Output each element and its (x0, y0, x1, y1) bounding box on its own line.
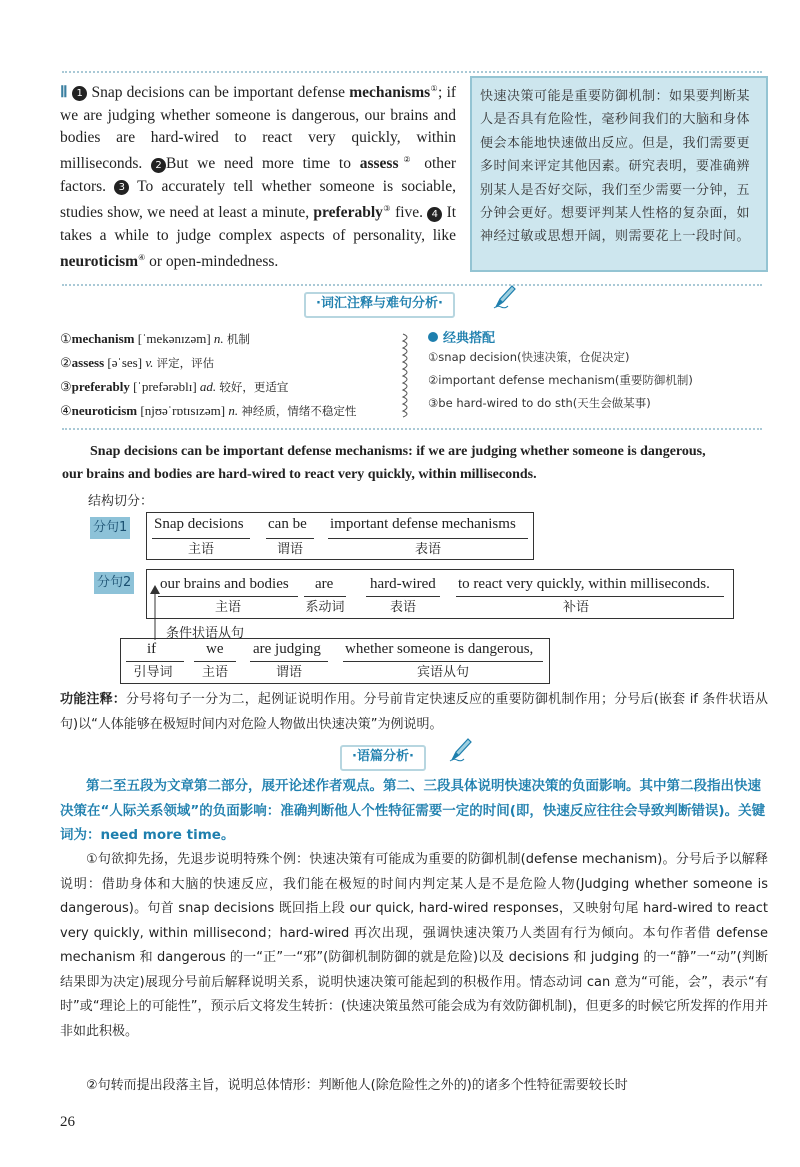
keyword: preferably (313, 204, 383, 222)
role-label: 表语 (389, 600, 416, 615)
clause-word: can be (268, 516, 307, 532)
vocab-list (60, 327, 400, 423)
vocab-item: ④neuroticism [njʊəˈrɒtɪsɪzəm] n. 神经质，情绪不稳定性 (60, 403, 357, 418)
collocation-item: ③be hard-wired to do sth(天生会做某事) (428, 396, 651, 410)
clause-word: are (315, 576, 334, 592)
role-label: 主语 (187, 542, 214, 557)
role-label: 引导词 (133, 665, 173, 680)
clause-word: whether someone is dangerous, (345, 641, 534, 657)
passage-fragment: Snap decisions can be important defense (91, 84, 345, 102)
keyword: assess (359, 155, 399, 173)
analysis-paragraph: ②句转而提出段落主旨，说明总体情形：判断他人(除危险性之外的)的诸多个性特征需要较长时 (86, 1078, 628, 1093)
passage-fragment: five. (395, 204, 424, 222)
vocab-item: ①mechanism [ˈmekənɪzəm] n. 机制 (60, 331, 250, 346)
passage-text (60, 78, 456, 274)
clause-word: to react very quickly, within milliseconds. (458, 576, 710, 592)
pen-icon (448, 736, 474, 762)
vocab-item: ②assess [əˈses] v. 评定，评估 (60, 355, 215, 370)
passage-fragment: other factors. (60, 155, 457, 195)
sentence-marker: 4 (427, 207, 442, 222)
footnote-marker: ④ (138, 253, 146, 263)
collocation-title: 经典搭配 (428, 327, 768, 346)
role-label: 补语 (562, 600, 589, 615)
bullet-icon (428, 332, 438, 342)
clause-word: our brains and bodies (160, 576, 289, 592)
clause-tag: 分句2 (94, 572, 134, 594)
footnote-marker: ② (398, 155, 416, 165)
role-label: 主语 (201, 665, 228, 680)
clause-word: we (206, 641, 224, 657)
analyzed-sentence: Snap decisions can be important defense mechanisms: if we are judging whether someone is dangerous, our brains and bodies are hard-wired to react very quickly, within milliseconds. (62, 444, 706, 482)
passage-fragment: ; if we are judging whether someone is dangerous, our brains and bodies are hard-wired to react very quickly, within milliseconds. (60, 84, 457, 173)
keyword: neuroticism (60, 253, 139, 271)
discourse-summary: 第二至五段为文章第二部分，展开论述作者观点。第二、三段具体说明快速决策的负面影响。其中第二段指出快速决策在“人际关系领域”的负面影响：准确判断他人个性特征需要一定的时间(即，快速反应往往会导致判断错误)。关键词为：need more time。 (60, 778, 766, 843)
footnote-marker: ① (430, 84, 439, 93)
vocab-item: ③preferably [ˈprefərəblɪ] ad. 较好，更适宜 (60, 379, 289, 394)
sentence-marker: 1 (72, 86, 87, 101)
conditional-label: 条件状语从句 (166, 626, 245, 641)
clause-word: are judging (253, 641, 321, 657)
collocation-item: ①snap decision(快速决策，仓促决定) (428, 350, 630, 364)
section-header-discourse: ·语篇分析· (340, 745, 426, 771)
keyword: mechanisms (349, 84, 431, 102)
clause-word: hard-wired (370, 576, 436, 592)
passage-fragment: To accurately tell whether someone is sociable, studies show, we need at least a minute, (60, 177, 456, 222)
role-label: 谓语 (276, 542, 303, 557)
arrow-up-icon (146, 584, 164, 640)
clause-word: important defense mechanisms (330, 516, 516, 532)
function-note (60, 688, 768, 737)
role-label: 系动词 (305, 600, 345, 615)
role-label: 表语 (414, 542, 441, 557)
clause-word: Snap decisions (154, 516, 244, 532)
passage-fragment: It takes a while to judge complex aspects of personality, like (60, 204, 457, 244)
note-label: 功能注释： (60, 692, 126, 707)
divider (62, 284, 762, 286)
sentence-marker: 2 (151, 158, 166, 173)
divider (62, 428, 762, 430)
role-label: 主语 (214, 600, 241, 615)
role-label: 谓语 (275, 665, 302, 680)
footnote-marker: ③ (382, 204, 391, 214)
section-header-vocab: ·词汇注释与难句分析· (304, 292, 455, 318)
sentence-marker: 3 (114, 180, 129, 195)
note-text: 分号将句子一分为二，起例证说明作用。分号前肯定快速反应的重要防御机制作用；分号后(嵌套 if 条件状语从句)以“人体能够在极短时间内对危险人物做出快速决策”为例说明。 (60, 692, 768, 732)
clause-tag: 分句1 (90, 517, 130, 539)
translation-box (470, 76, 768, 272)
collocation-block (428, 327, 768, 415)
spiral-divider-icon (400, 332, 414, 418)
passage-fragment: or open-mindedness. (149, 253, 279, 271)
pen-icon (492, 283, 518, 309)
clause-word: if (147, 641, 157, 657)
divider (62, 71, 762, 73)
section-number: Ⅱ (60, 84, 68, 102)
structure-label: 结构切分： (88, 494, 154, 509)
translation-text: 快速决策可能是重要防御机制：如果要判断某人是否具有危险性，毫秒间我们的大脑和身体便会本能地快速做出反应。但是，我们需要更多时间来评定其他因素。研究表明，要准确辨别某人是否好交际，我们至少需要一分钟，五分钟会更好。想要评判某人性格的复杂面，如神经过敏或思想开阔，则需要花上一段时间。 (480, 89, 751, 245)
page-number: 26 (60, 1114, 75, 1130)
passage-fragment: But we need more time to (166, 155, 351, 173)
role-label: 宾语从句 (416, 665, 469, 680)
analysis-paragraph: ①句欲抑先扬，先退步说明特殊个例：快速决策有可能成为重要的防御机制(defense mechanism)。分号后予以解释说明：借助身体和大脑的快速反应，我们能在极短的时间内判定某人是不是危险人物(Judging whether someone is dangerous)。句首 snap decisions 既回指上段 our quick, hard-wired responses，又映射句尾 hard-wired to react very quickly, within millisecond；hard-wired 再次出现，强调快速决策乃人类固有行为倾向。本句作者借 defense mechanism 和 dangerous 的一“正”一“邪”(防御机制防御的就是危险)以及 decisions 和 judging 的一“静”一“动”(判断结果即为决定)展现分号前后解释说明关系，说明快速决策可能起到的积极作用。情态动词 can 意为“可能，会”，表示“有时”或“理论上的可能性”，预示后文将发生转折：(快速决策虽然可能会成为有效防御机制)，但更多的时候它所发挥的作用并非如此积极。 (60, 852, 768, 1039)
collocation-item: ②important defense mechanism(重要防御机制) (428, 373, 693, 387)
